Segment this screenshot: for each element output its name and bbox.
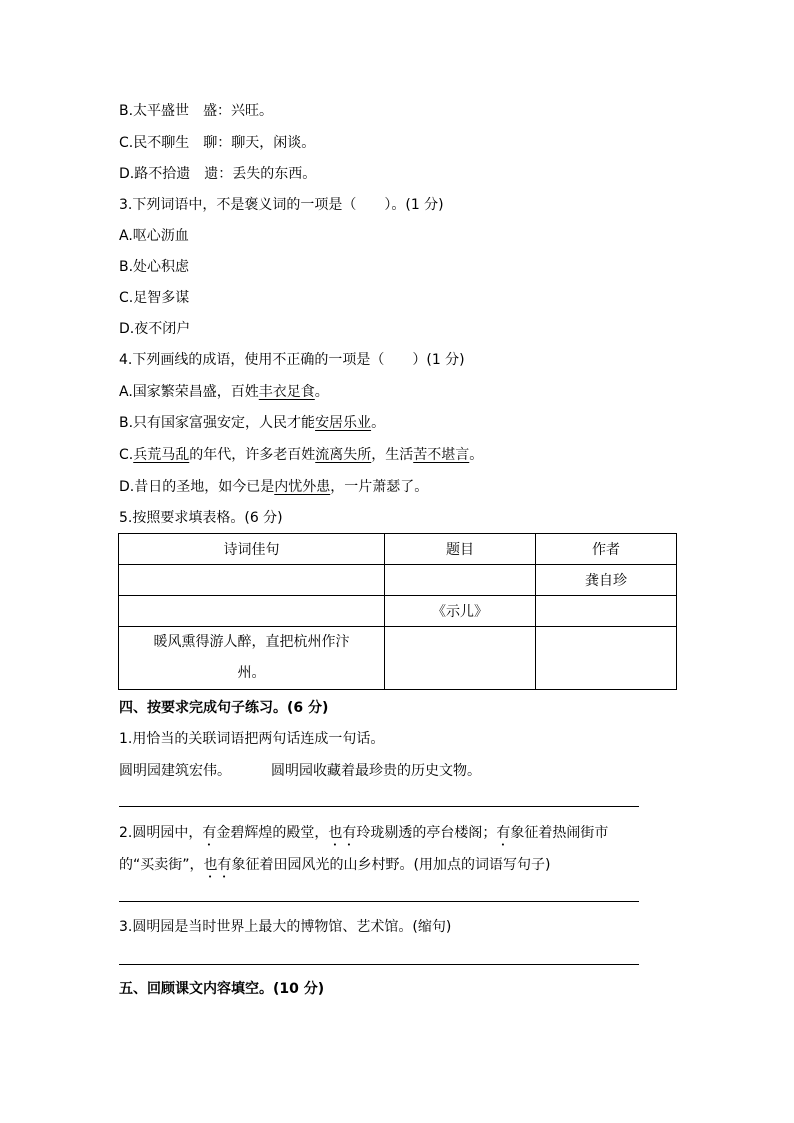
underlined-idiom: 苦不堪言 <box>413 447 470 463</box>
q3-option-b: B.处心积虑 <box>119 259 190 275</box>
q3-option-c: C.足智多谋 <box>119 290 190 306</box>
dotted-word: 也有 <box>203 857 232 873</box>
q4-stem: 4.下列画线的成语，使用不正确的一项是（ ）(1 分) <box>119 352 465 368</box>
text: 的年代，许多老百姓 <box>189 447 316 463</box>
section4-title: 四、按要求完成句子练习。(6 分) <box>119 700 329 716</box>
text: 玲珑剔透的亭台楼阁； <box>356 825 497 841</box>
q3-stem: 3.下列词语中，不是褒义词的一项是（ ）。(1 分) <box>119 197 444 213</box>
option-word: B.太平盛世 <box>119 103 190 119</box>
header-title: 题目 <box>385 534 536 565</box>
s4-q1-sentences <box>119 761 481 781</box>
poem-line-1: 暖风熏得游人醉，直把杭州作汴 <box>153 634 350 650</box>
text: 。 <box>371 415 386 431</box>
text: 。 <box>314 384 329 400</box>
text: 金碧辉煌的殿堂， <box>216 825 329 841</box>
table-header-row <box>119 534 677 565</box>
table-row <box>119 565 677 596</box>
q5-stem: 5.按照要求填表格。(6 分) <box>119 510 283 526</box>
section5-title: 五、回顾课文内容填空。(10 分) <box>119 981 325 997</box>
answer-line-1[interactable] <box>119 806 639 807</box>
dotted-word: 有 <box>496 825 511 841</box>
cell-author[interactable] <box>536 596 677 627</box>
dotted-word: 有 <box>202 825 217 841</box>
cell-author[interactable] <box>536 627 677 690</box>
text: A.国家繁荣昌盛，百姓 <box>119 384 259 400</box>
poem-table <box>118 533 677 690</box>
table-row <box>119 596 677 627</box>
text: 的“买卖街”， <box>119 857 204 873</box>
cell-author: 龚自珍 <box>536 565 677 596</box>
q4-option-d <box>119 477 428 497</box>
option-explain: 遗：丢失的东西。 <box>204 166 317 182</box>
sentence-1: 圆明园建筑宏伟。 <box>119 763 231 779</box>
cell-poem[interactable] <box>119 565 385 596</box>
underlined-idiom: 安居乐业 <box>315 415 372 431</box>
s4-q3-stem: 3.圆明园是当时世界上最大的博物馆、艺术馆。(缩句) <box>119 919 452 935</box>
poem-line-2: 州。 <box>237 665 266 681</box>
option-word: C.民不聊生 <box>119 135 190 151</box>
text: ，生活 <box>371 447 414 463</box>
option-explain: 聊：聊天，闲谈。 <box>203 135 316 151</box>
underlined-idiom: 内忧外患 <box>274 479 331 495</box>
q4-option-a <box>119 382 329 402</box>
header-author: 作者 <box>536 534 677 565</box>
dotted-word: 也有 <box>328 825 357 841</box>
q4-option-b <box>119 413 385 433</box>
cell-title[interactable] <box>385 627 536 690</box>
s4-q1-stem: 1.用恰当的关联词语把两句话连成一句话。 <box>119 731 385 747</box>
q3-option-d: D.夜不闭户 <box>119 321 191 337</box>
cell-title[interactable] <box>385 565 536 596</box>
underlined-idiom: 兵荒马乱 <box>133 447 190 463</box>
underlined-idiom: 丰衣足食 <box>258 384 315 400</box>
text: D.昔日的圣地，如今已是 <box>119 479 275 495</box>
q4-option-c <box>119 445 483 465</box>
answer-line-3[interactable] <box>119 964 639 965</box>
cell-title: 《示儿》 <box>385 596 536 627</box>
text: 象征着田园风光的山乡村野。(用加点的词语写句子) <box>231 857 551 873</box>
q2-option-c <box>119 133 315 153</box>
sentence-2: 圆明园收藏着最珍贵的历史文物。 <box>271 763 481 779</box>
option-explain: 盛：兴旺。 <box>203 103 274 119</box>
cell-poem[interactable] <box>119 596 385 627</box>
text: 象征着热闹街市 <box>510 825 609 841</box>
answer-line-2[interactable] <box>119 901 639 902</box>
q2-option-d <box>119 164 316 184</box>
text: 。 <box>469 447 484 463</box>
cell-poem <box>119 627 385 690</box>
q3-option-a: A.呕心沥血 <box>119 228 189 244</box>
underlined-idiom: 流离失所 <box>315 447 372 463</box>
text: C. <box>119 447 134 463</box>
text: B.只有国家富强安定，人民才能 <box>119 415 316 431</box>
text: 2.圆明园中， <box>119 825 203 841</box>
header-poem: 诗词佳句 <box>119 534 385 565</box>
text: ，一片萧瑟了。 <box>330 479 429 495</box>
option-word: D.路不拾遗 <box>119 166 191 182</box>
table-row <box>119 627 677 690</box>
s4-q2-line2 <box>119 855 550 875</box>
q2-option-b <box>119 101 273 121</box>
s4-q2-line1 <box>119 823 608 843</box>
